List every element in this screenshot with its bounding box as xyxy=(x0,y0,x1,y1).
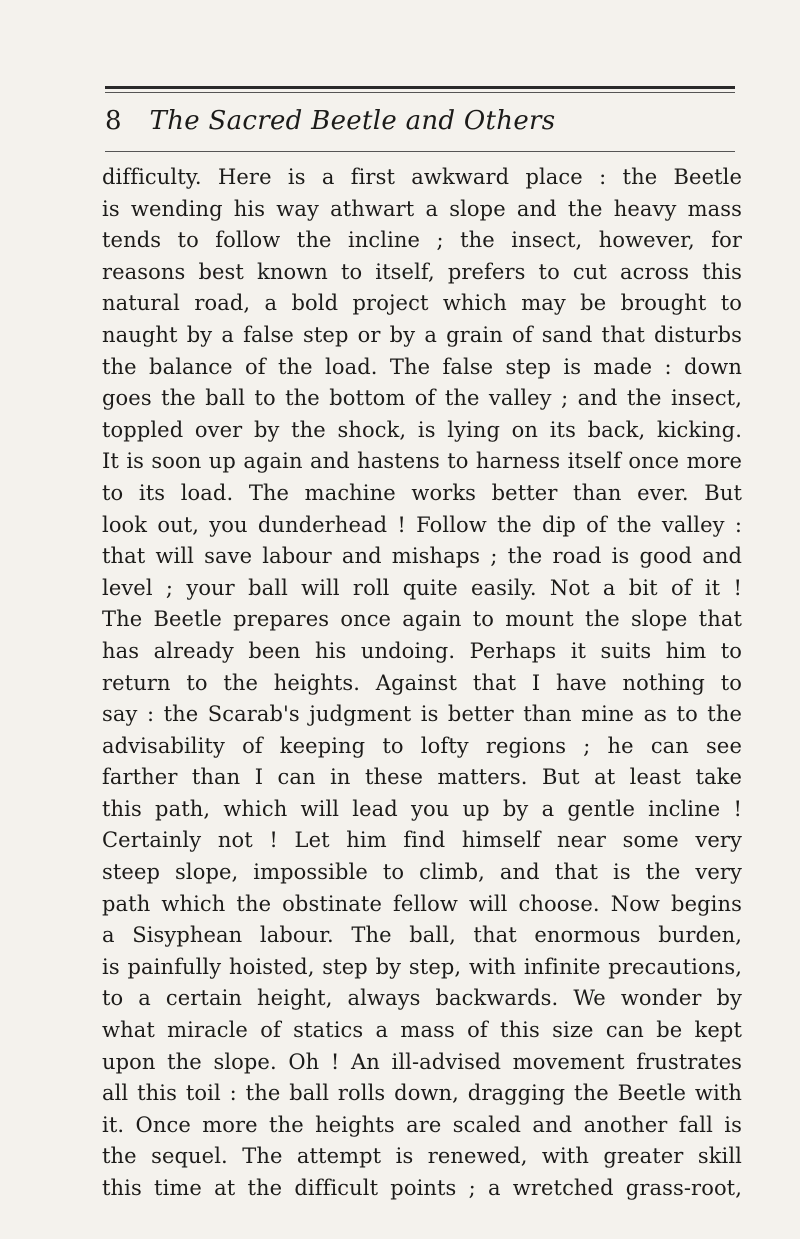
text-line: difficulty. Here is a first awkward place : the Beetle xyxy=(102,165,742,189)
text-line: Certainly not ! Let him find himself near some very xyxy=(102,828,742,853)
text-line: natural road, a bold project which may be brought to xyxy=(102,291,742,316)
text-line: it. Once more the heights are scaled and another fall is xyxy=(102,1112,742,1137)
text-line: level ; your ball will roll quite easily. Not a bit of it ! xyxy=(102,575,742,600)
text-line: is wending his way athwart a slope and the heavy mass xyxy=(102,196,742,221)
body-text xyxy=(102,162,742,1205)
text-line: has already been his undoing. Perhaps it suits him to xyxy=(102,638,742,663)
text-line: return to the heights. Against that I have nothing to xyxy=(102,670,742,695)
text-line: farther than I can in these matters. But at least take xyxy=(102,765,742,790)
text-line: advisability of keeping to lofty regions ; he can see xyxy=(102,733,742,758)
text-line: toppled over by the shock, is lying on its back, kicking. xyxy=(102,417,742,442)
text-line: all this toil : the ball rolls down, dragging the Beetle with xyxy=(102,1081,742,1106)
text-line: what miracle of statics a mass of this size can be kept xyxy=(102,1018,742,1043)
text-line: that will save labour and mishaps ; the road is good and xyxy=(102,544,742,569)
text-line: The Beetle prepares once again to mount the slope that xyxy=(102,607,742,632)
text-line: a Sisyphean labour. The ball, that enormous burden, xyxy=(102,923,742,948)
text-line: path which the obstinate fellow will choose. Now begins xyxy=(102,891,742,916)
text-line: reasons best known to itself, prefers to cut across this xyxy=(102,259,742,284)
text-line: It is soon up again and hastens to harness itself once more xyxy=(102,449,742,474)
text-line: to a certain height, always backwards. We wonder by xyxy=(102,986,742,1011)
text-line: the balance of the load. The false step is made : down xyxy=(102,354,742,379)
text-line: goes the ball to the bottom of the valley ; and the insect, xyxy=(102,386,742,411)
text-line: look out, you dunderhead ! Follow the dip of the valley : xyxy=(102,512,742,537)
text-line: this time at the difficult points ; a wretched grass-root, xyxy=(102,1176,742,1200)
header-rule-bottom xyxy=(105,151,735,152)
text-line: upon the slope. Oh ! An ill-advised movement frustrates xyxy=(102,1049,742,1074)
text-line: to its load. The machine works better than ever. But xyxy=(102,480,742,505)
text-line: tends to follow the incline ; the insect, however, for xyxy=(102,228,742,253)
text-line: say : the Scarab's judgment is better than mine as to the xyxy=(102,702,742,727)
header-rule-thick xyxy=(105,86,735,89)
text-line: this path, which will lead you up by a gentle incline ! xyxy=(102,796,742,821)
text-line: naught by a false step or by a grain of sand that disturbs xyxy=(102,322,742,347)
text-line: the sequel. The attempt is renewed, with greater skill xyxy=(102,1144,742,1169)
text-line: is painfully hoisted, step by step, with infinite precautions, xyxy=(102,954,742,979)
header-rule-thin xyxy=(105,92,735,93)
running-header xyxy=(105,98,745,144)
text-line: steep slope, impossible to climb, and that is the very xyxy=(102,860,742,885)
page-number: 8 xyxy=(105,106,122,136)
running-title: The Sacred Beetle and Others xyxy=(149,106,556,136)
